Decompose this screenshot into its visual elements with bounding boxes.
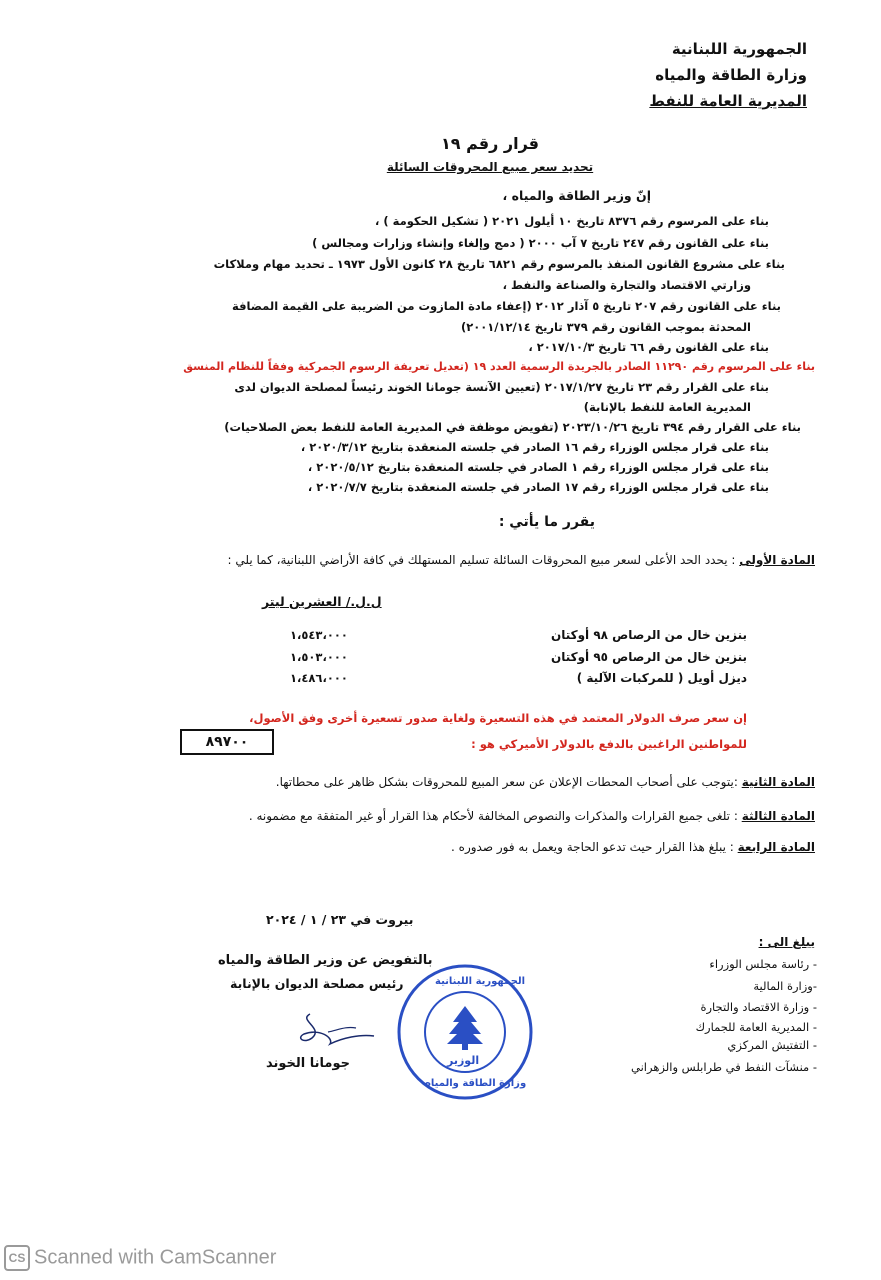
preamble-intro: إنّ وزير الطاقة والمياه ، [502, 188, 651, 203]
dollar-note-line1: إن سعر صرف الدولار المعتمد في هذه التسعيرة ولغاية صدور تسعيرة أخرى وفق الأصول، [249, 711, 747, 725]
camscanner-text: Scanned with CamScanner [34, 1246, 277, 1269]
article-2-label: المادة الثانية [741, 775, 815, 789]
article-4-text: : يبلغ هذا القرار حيث تدعو الحاجة ويعمل به فور صدوره . [451, 840, 734, 854]
decision-title: قرار رقم ١٩ [440, 134, 540, 153]
camscanner-logo-icon: CS [4, 1245, 30, 1271]
preamble-line: بناء على القرار رقم ٣٩٤ تاريخ ٢٠٢٣/١٠/٢٦ (تفويض موظفة في المديرية العامة للنفط بعض الصلاحيات) [224, 420, 801, 434]
price-name: بنزين خال من الرصاص ٩٥ أوكتان [550, 650, 747, 664]
signature-name: جومانا الخوند [266, 1056, 350, 1071]
preamble-line: بناء على القرار رقم ٢٣ تاريخ ٢٠١٧/١/٢٧ (تعيين الآنسة جومانا الخوند رئيساً لمصلحة الديوان لدى [234, 380, 769, 394]
preamble-line: بناء على قرار مجلس الوزراء رقم ١ الصادر في جلسته المنعقدة بتاريخ ٢٠٢٠/٥/١٢ ، [307, 460, 769, 474]
price-value: ١،٥٠٣،٠٠٠ [290, 650, 348, 664]
article-1 [55, 553, 815, 567]
article-4 [55, 840, 815, 854]
recipient-item: - وزارة الاقتصاد والتجارة [700, 1000, 817, 1014]
header-ministry: وزارة الطاقة والمياه [655, 66, 807, 84]
signature-line2: رئيس مصلحة الديوان بالإنابة [230, 976, 404, 991]
article-1-text: : يحدد الحد الأعلى لسعر مبيع المحروقات السائلة تسليم المستهلك في كافة الأراضي اللبنانية، كما يلي : [227, 553, 736, 567]
header-directorate: المديرية العامة للنفط [649, 92, 807, 110]
preamble-line: وزارتي الاقتصاد والتجارة والصناعة والنفط ، [502, 278, 751, 292]
date-line: بيروت في ٢٣ / ١ / ٢٠٢٤ [266, 912, 414, 927]
stamp-middle-text: الوزير [447, 1054, 480, 1067]
price-value: ١،٤٨٦،٠٠٠ [290, 671, 348, 685]
article-1-label: المادة الأولى [739, 553, 815, 567]
dollar-note-line2: للمواطنين الراغبين بالدفع بالدولار الأميركي هو : [471, 737, 747, 751]
recipient-item: - المديرية العامة للجمارك [695, 1020, 817, 1034]
recipients-title: يبلغ الى : [758, 935, 815, 949]
recipient-item: - رئاسة مجلس الوزراء [709, 957, 817, 971]
price-name: بنزين خال من الرصاص ٩٨ أوكتان [550, 628, 747, 642]
camscanner-watermark [4, 1245, 276, 1271]
preamble-line: بناء على قرار مجلس الوزراء رقم ١٧ الصادر في جلسته المنعقدة بتاريخ ٢٠٢٠/٧/٧ ، [307, 480, 769, 494]
ministry-stamp [395, 962, 535, 1102]
header-republic: الجمهورية اللبنانية [671, 40, 807, 58]
article-3-text: : تلغى جميع القرارات والمذكرات والنصوص المخالفة لأحكام هذا القرار أو غير المتفقة مع مضمونه . [248, 809, 738, 823]
unit-header: ل.ل./ العشرين ليتر [262, 594, 382, 609]
article-4-label: المادة الرابعة [737, 840, 815, 854]
article-2-text: :يتوجب على أصحاب المحطات الإعلان عن سعر المبيع للمحروقات بشكل ظاهر على محطاتها. [275, 775, 738, 789]
recipient-item: - منشآت النفط في طرابلس والزهراني [631, 1060, 817, 1074]
preamble-line: بناء على قرار مجلس الوزراء رقم ١٦ الصادر في جلسته المنعقدة بتاريخ ٢٠٢٠/٣/١٢ ، [300, 440, 769, 454]
article-3-label: المادة الثالثة [741, 809, 815, 823]
signature-line1: بالتفويض عن وزير الطاقة والمياه [218, 953, 433, 968]
stamp-bottom-text: وزارة الطاقة والمياه [425, 1078, 527, 1089]
price-value: ١،٥٤٣،٠٠٠ [290, 628, 348, 642]
preamble-line: بناء على القانون رقم ٦٦ تاريخ ٢٠١٧/١٠/٣ ، [528, 340, 769, 354]
decision-subtitle: تحديد سعر مبيع المحروقات السائلة [386, 160, 594, 174]
preamble-line: المحدثة بموجب القانون رقم ٣٧٩ تاريخ ٢٠٠١/١٢/١٤) [460, 320, 751, 334]
preamble-line: بناء على المرسوم رقم ٨٣٧٦ تاريخ ١٠ أيلول ٢٠٢١ ( تشكيل الحكومة ) ، [375, 214, 769, 228]
preamble-line-red: بناء على المرسوم رقم ١١٢٩٠ الصادر بالجريدة الرسمية العدد ١٩ (تعديل تعريفة الرسوم الجمركية وفقاً للنظام المنسق [183, 360, 815, 373]
preamble-line: بناء على القانون رقم ٢٤٧ تاريخ ٧ آب ٢٠٠٠ ( دمج وإلغاء وإنشاء وزارات ومجالس ) [312, 236, 769, 250]
decides-heading: يقرر ما يأتي : [498, 514, 595, 530]
preamble-line: المديرية العامة للنفط بالإنابة) [583, 400, 751, 414]
handwritten-signature [290, 1008, 380, 1054]
article-2 [55, 775, 815, 789]
stamp-top-text: الجمهورية اللبنانية [435, 976, 526, 987]
recipient-item: -وزارة المالية [753, 979, 817, 993]
cedar-icon [447, 1006, 483, 1044]
recipient-item: - التفتيش المركزي [727, 1038, 817, 1052]
dollar-rate-box: ٨٩٧٠٠ [180, 729, 274, 755]
price-name: ديزل أويل ( للمركبات الآلية ) [576, 671, 747, 685]
preamble-line: بناء على القانون رقم ٢٠٧ تاريخ ٥ آذار ٢٠١٢ (إعفاء مادة المازوت من الضريبة على القيمة المضافة [232, 299, 781, 313]
preamble-line: بناء على مشروع القانون المنفذ بالمرسوم رقم ٦٨٢١ تاريخ ٢٨ كانون الأول ١٩٧٣ ـ تحديد مهام وملاكات [213, 257, 785, 271]
article-3 [55, 809, 815, 823]
